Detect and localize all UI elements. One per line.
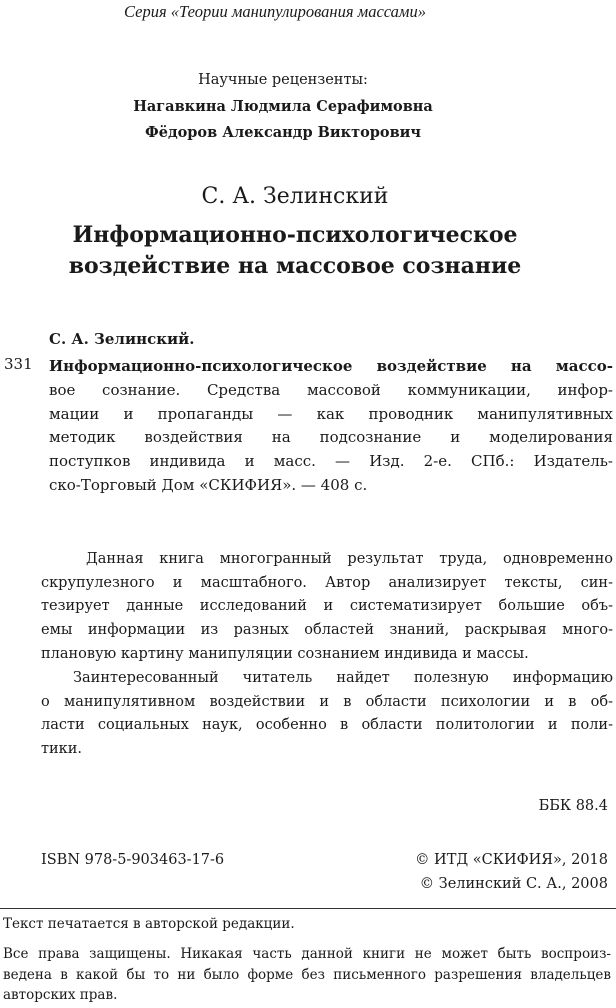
catalog-description <box>49 355 613 498</box>
rights-line: ведена в какой бы то ни было форме без письменного разрешения владельцев <box>3 966 611 983</box>
catalog-line: вое сознание. Средства массовой коммуникации, инфор- <box>49 380 613 399</box>
book-title-line: воздействие на массовое сознание <box>68 253 522 279</box>
catalog-line: мации и пропаганды — как проводник манипулятивных <box>49 404 613 423</box>
annotation-line: ласти социальных наук, особенно в области политологии и поли- <box>41 717 613 734</box>
annotation-line: Данная книга многогранный результат труда, одновременно <box>86 551 613 567</box>
annotation-line: Заинтересованный читатель найдет полезную информацию <box>73 670 613 686</box>
book-title-line: Информационно-психологическое <box>72 222 518 248</box>
rights-line: Все права защищены. Никакая часть данной книги не может быть воспроиз- <box>3 946 611 962</box>
catalog-line: Информационно-психологическое воздействие на массо- <box>49 357 613 375</box>
catalog-line: поступков индивида и масс. — Изд. 2-е. СПб.: Издатель- <box>49 452 613 471</box>
catalog-line: ско-Торговый Дом «СКИФИЯ». — 408 с. <box>49 475 368 494</box>
reviewers-label: Научные рецензенты: <box>198 72 368 88</box>
catalog-author: С. А. Зелинский. <box>49 330 195 348</box>
copyright-publisher: © ИТД «СКИФИЯ», 2018 <box>414 852 608 868</box>
annotation-line: о манипулятивном воздействии и в области психологии и в об- <box>41 693 613 710</box>
edition-note: Текст печатается в авторской редакции. <box>3 916 295 932</box>
reviewer-name: Нагавкина Людмила Серафимовна <box>133 98 433 115</box>
catalog-line: методик воздействия на подсознание и моделирования <box>49 428 613 447</box>
bbk-code: ББК 88.4 <box>538 798 608 814</box>
rights-notice <box>3 944 611 1006</box>
divider <box>0 908 616 909</box>
annotation-paragraph <box>41 548 613 666</box>
catalog-number: 331 <box>4 355 33 373</box>
reviewer-name: Фёдоров Александр Викторович <box>144 124 422 141</box>
book-author: С. А. Зелинский <box>201 184 389 209</box>
annotation-line: тезирует данные исследований и систематизирует большие объ- <box>41 598 613 615</box>
isbn: ISBN 978-5-903463-17-6 <box>41 852 225 868</box>
book-title <box>0 220 590 282</box>
annotation-line: скрупулезного и масштабного. Автор анализирует тексты, син- <box>41 574 613 591</box>
copyright-author: © Зелинский С. А., 2008 <box>419 876 608 892</box>
annotation-paragraph <box>41 667 613 762</box>
annotation-line: тики. <box>41 741 83 758</box>
series-title: Серия «Теории манипулирования массами» <box>124 2 426 21</box>
annotation-line: плановую картину манипуляции сознанием индивида и массы. <box>41 645 529 662</box>
annotation-line: емы информации из разных областей знаний, раскрывая много- <box>41 622 613 639</box>
rights-line: авторских прав. <box>3 987 118 1003</box>
